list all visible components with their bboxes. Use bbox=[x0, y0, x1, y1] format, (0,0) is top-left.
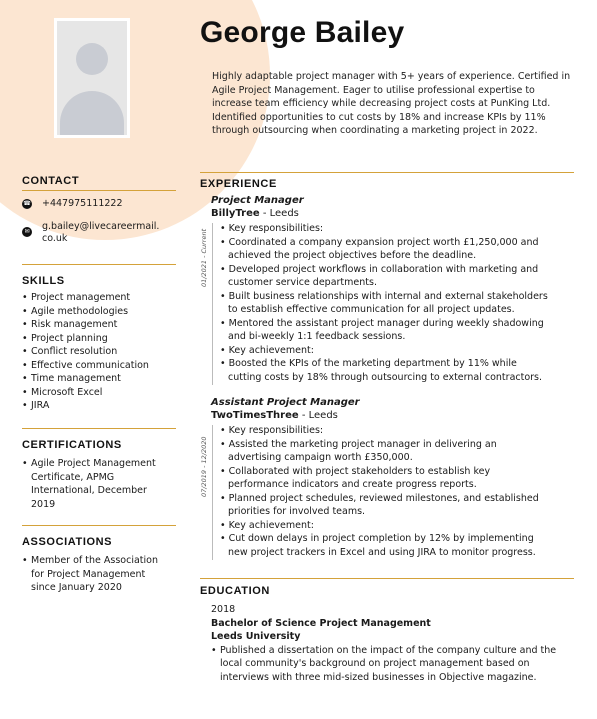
phone-number[interactable]: +447975111222 bbox=[42, 198, 123, 209]
job-line: • Collaborated with project stakeholders to establish key bbox=[220, 465, 491, 477]
job-details bbox=[220, 222, 576, 384]
job-line: • Key achievement: bbox=[220, 344, 314, 356]
list-item: • JIRA bbox=[22, 399, 176, 413]
job-line: to establish effective communication for all project updates. bbox=[228, 304, 515, 315]
avatar-head bbox=[76, 43, 108, 75]
job-dates: 01/2021 - Current bbox=[200, 228, 208, 287]
avatar-body bbox=[60, 91, 124, 138]
education-university: Leeds University bbox=[211, 631, 301, 642]
list-item: • Published a dissertation on the impact of the company culture and the local community's background on project management based on interviews with three mid-sized businesses in Objective magazine. bbox=[211, 644, 571, 685]
job-line: • Coordinated a company expansion project worth £1,250,000 and bbox=[220, 236, 539, 248]
list-item: • Time management bbox=[22, 372, 176, 386]
company-name: TwoTimesThree bbox=[211, 410, 299, 421]
cert-line: • Agile Project Management bbox=[31, 458, 156, 469]
job-line: priorities for involved teams. bbox=[228, 506, 366, 517]
list-item: • Project management bbox=[22, 291, 176, 305]
education-details bbox=[211, 644, 571, 685]
cert-line: Certificate, APMG bbox=[31, 471, 115, 483]
skills-section bbox=[22, 264, 176, 413]
list-item: • Microsoft Excel bbox=[22, 386, 176, 400]
education-section bbox=[200, 578, 574, 597]
job-line: • Developed project workflows in collaboration with marketing and bbox=[220, 263, 539, 275]
job-line: • Boosted the KPIs of the marketing department by 11% while bbox=[220, 358, 517, 369]
timeline-line bbox=[212, 425, 213, 560]
experience-section bbox=[200, 172, 574, 190]
profile-summary: Highly adaptable project manager with 5+ years of experience. Certified in Agile Project Management. Eager to utilise professional expertise to increase team efficiency while decreasing project costs at PunKing Ltd. Identified opportunities to cut costs by 18% and increase KPIs by 11% through outsourcing when coordinating a marketing project in 2022. bbox=[212, 71, 571, 137]
section-title-associations: ASSOCIATIONS bbox=[22, 536, 113, 548]
job-entry bbox=[200, 397, 574, 567]
job-company bbox=[211, 410, 338, 421]
job-line: • Assisted the marketing project manager in delivering an bbox=[220, 438, 497, 450]
section-rule bbox=[22, 525, 176, 526]
company-location: - Leeds bbox=[259, 208, 299, 219]
section-title-certifications: CERTIFICATIONS bbox=[22, 439, 122, 451]
job-line: achieved the project objectives before the deadline. bbox=[228, 250, 477, 261]
timeline-line bbox=[212, 223, 213, 385]
job-entry bbox=[200, 195, 574, 390]
contact-section bbox=[22, 175, 176, 245]
section-title-contact: CONTACT bbox=[22, 175, 80, 187]
job-line: cutting costs by 18% through outsourcing to external contractors. bbox=[228, 371, 543, 383]
section-rule bbox=[22, 264, 176, 265]
job-company bbox=[211, 208, 299, 219]
job-line: • Key responsibilities: bbox=[220, 223, 324, 234]
cert-line: International, December bbox=[31, 485, 147, 496]
list-item: • Risk management bbox=[22, 318, 176, 332]
company-name: BillyTree bbox=[211, 208, 260, 219]
section-rule bbox=[22, 190, 176, 191]
job-line: performance indicators and create progress reports. bbox=[228, 479, 477, 490]
email-address[interactable] bbox=[42, 221, 159, 245]
job-line: • Cut down delays in project completion by 12% by implementing bbox=[220, 533, 534, 544]
section-title-skills: SKILLS bbox=[22, 275, 65, 287]
certifications-section bbox=[22, 428, 176, 511]
list-item: • Project planning bbox=[22, 332, 176, 346]
certifications-list bbox=[22, 457, 176, 511]
cert-line: 2019 bbox=[31, 498, 56, 510]
phone-icon: ☎ bbox=[23, 200, 31, 207]
section-rule bbox=[22, 428, 176, 429]
association-line: for Project Management bbox=[31, 568, 146, 580]
company-location: - Leeds bbox=[298, 410, 338, 421]
contact-email-row bbox=[22, 221, 176, 245]
skills-list bbox=[22, 291, 176, 413]
profile-photo-placeholder bbox=[54, 18, 130, 138]
job-line: • Built business relationships with internal and external stakeholders bbox=[220, 290, 548, 302]
associations-section bbox=[22, 525, 176, 595]
contact-phone-row bbox=[22, 198, 176, 210]
list-item: • Effective communication bbox=[22, 359, 176, 373]
section-rule bbox=[200, 578, 574, 579]
associations-list bbox=[22, 554, 176, 595]
list-item bbox=[22, 457, 176, 511]
section-title-education: EDUCATION bbox=[200, 585, 270, 597]
job-line: customer service departments. bbox=[228, 277, 377, 288]
job-line: new project trackers in Excel and using JIRA to monitor progress. bbox=[228, 546, 536, 558]
section-rule bbox=[200, 172, 574, 173]
education-year: 2018 bbox=[211, 604, 236, 615]
job-line: • Mentored the assistant project manager during weekly shadowing bbox=[220, 317, 544, 329]
association-line: since January 2020 bbox=[31, 582, 122, 593]
job-line: • Planned project schedules, reviewed milestones, and established bbox=[220, 492, 539, 504]
job-dates: 07/2019 - 12/2020 bbox=[200, 436, 208, 497]
list-item: • Agile methodologies bbox=[22, 305, 176, 319]
job-line: advertising campaign worth £350,000. bbox=[228, 452, 413, 463]
list-item: • Conflict resolution bbox=[22, 345, 176, 359]
job-line: • Key responsibilities: bbox=[220, 425, 324, 436]
education-entry bbox=[211, 603, 571, 684]
education-degree: Bachelor of Science Project Management bbox=[211, 617, 431, 629]
email-line-1: g.bailey@livecareermail. bbox=[42, 221, 160, 232]
job-title: Project Manager bbox=[211, 195, 304, 206]
association-line: • Member of the Association bbox=[31, 555, 158, 566]
email-line-2: co.uk bbox=[42, 233, 68, 244]
job-details bbox=[220, 424, 576, 559]
candidate-name: George Bailey bbox=[200, 16, 405, 49]
job-title: Assistant Project Manager bbox=[211, 397, 360, 408]
section-title-experience: EXPERIENCE bbox=[200, 178, 277, 190]
job-line: • Key achievement: bbox=[220, 519, 314, 531]
email-icon: ✉ bbox=[22, 227, 32, 237]
job-line: and bi-weekly 1:1 feedback sessions. bbox=[228, 331, 406, 342]
list-item bbox=[22, 554, 176, 595]
